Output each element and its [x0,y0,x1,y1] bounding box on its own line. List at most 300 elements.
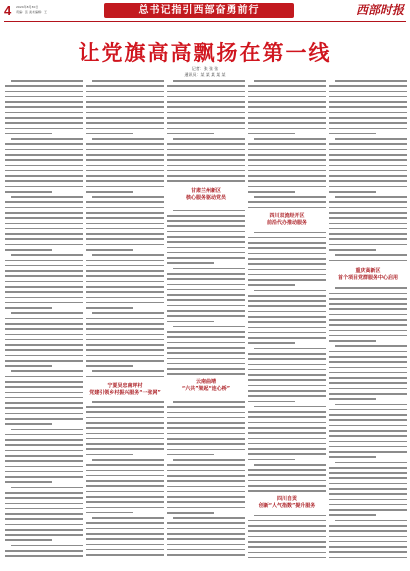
body-text-line [329,367,407,369]
body-text-line [92,401,164,403]
subhead-region: 四川双流经开区 [269,213,305,219]
subhead-zigong [248,496,326,509]
body-text-line [173,138,245,140]
body-text-line [5,365,52,367]
body-text-line [248,390,326,392]
body-text-line [86,344,164,346]
body-text-line [248,459,295,461]
body-text-line [248,106,326,108]
body-text-line [248,448,326,450]
body-text-line [167,352,245,354]
body-text-line [86,365,133,367]
body-text-line [329,541,407,543]
body-text-line [11,487,83,489]
body-text-line [329,170,407,172]
body-text-line [329,233,407,235]
subhead-region: 四川自贡 [276,496,297,502]
body-text-line [5,244,83,246]
body-text-line [248,128,326,130]
body-text-line [248,337,326,339]
body-text-line [86,91,164,93]
body-text-line [248,269,326,271]
body-text-line [167,528,245,530]
body-text-line [86,207,164,209]
page-header [0,0,410,24]
body-text-line [167,438,245,440]
article-column-3 [167,80,245,566]
body-text-block [329,80,407,558]
body-text-line [248,438,326,440]
body-text-line [248,379,326,381]
body-text-line [248,284,295,286]
body-text-line [167,106,245,108]
subhead-title: 核心服务驱动党员 [185,194,226,201]
body-text-line [329,456,376,458]
body-text-line [329,514,376,516]
body-text-line [248,154,326,156]
body-text-line [11,80,83,82]
body-text-line [248,159,326,161]
body-text-line [86,544,164,546]
body-text-line [248,101,326,103]
subhead-region: 云南曲靖 [195,379,216,385]
body-text-line [167,417,245,419]
body-text-line [167,236,245,238]
body-text-line [86,275,164,277]
body-text-line [92,517,164,519]
body-text-line [329,249,376,251]
body-text-line [248,85,326,87]
body-text-line [329,223,407,225]
body-text-line [5,233,83,235]
body-text-line [248,258,326,260]
body-text-line [173,459,245,461]
body-text-line [5,439,83,441]
body-text-line [167,310,245,312]
body-text-line [86,212,164,214]
body-text-line [329,351,407,353]
body-text-line [86,143,164,145]
body-text-line [86,496,164,498]
body-text-line [329,101,407,103]
body-text-line [92,80,164,82]
body-text-line [248,469,326,471]
body-text-line [86,480,164,482]
body-text-line [167,294,245,296]
body-text-line [167,231,245,233]
body-text-line [86,217,164,219]
body-text-line [5,106,83,108]
body-text-line [329,388,407,390]
body-text-line [248,149,326,151]
subhead-shuangliu [248,213,326,226]
body-text-line [329,244,407,246]
body-text-line [86,270,164,272]
body-text-line [167,412,245,414]
body-text-line [86,244,164,246]
body-text-line [86,443,164,445]
body-text-line [167,225,245,227]
body-text-line [92,370,164,372]
body-text-line [167,96,245,98]
body-text-line [86,360,164,362]
body-text-line [5,392,83,394]
body-text-line [329,493,407,495]
body-text-line [86,349,164,351]
body-text-line [329,154,407,156]
body-text-line [329,536,407,538]
body-text-line [86,411,164,413]
body-text-line [86,355,164,357]
body-text-line [248,327,326,329]
body-text-line [329,551,407,553]
body-text-line [248,385,326,387]
body-text-line [329,419,407,421]
body-text-line [167,170,245,172]
body-text-line [86,491,164,493]
body-text-line [329,175,407,177]
body-text-line [248,353,326,355]
body-text-line [5,476,83,478]
body-text-line [329,372,407,374]
body-text-line [248,525,326,527]
body-text-line [335,520,407,522]
body-text-line [5,508,83,510]
body-text-line [5,307,52,309]
body-text-line [5,91,83,93]
body-text-line [329,260,407,262]
body-text-line [5,386,83,388]
body-text-line [86,485,164,487]
body-text-line [11,138,83,140]
body-text-line [86,406,164,408]
body-text-line [329,159,407,161]
body-text-line [167,347,245,349]
body-text-line [86,323,164,325]
body-text-line [329,356,407,358]
body-text-line [248,453,326,455]
body-text-line [5,402,83,404]
body-text-line [329,308,407,310]
body-text-line [167,143,245,145]
body-text-line [329,340,376,342]
body-text-line [329,451,407,453]
body-text-line [248,96,326,98]
body-text-line [86,464,164,466]
body-text-line [167,159,245,161]
body-text-line [5,217,83,219]
body-text-line [86,528,164,530]
body-text-line [86,433,164,435]
body-text-line [329,293,407,295]
body-text-line [167,175,245,177]
body-text-line [167,101,245,103]
body-text-line [167,112,245,114]
body-text-line [92,312,164,314]
body-text-line [86,159,164,161]
body-text-line [167,470,245,472]
body-text-line [86,470,164,472]
body-text-line [86,427,164,429]
body-text-line [11,196,83,198]
body-text-line [329,467,407,469]
body-text-line [335,196,407,198]
body-text-line [173,210,245,212]
body-text-line [5,175,83,177]
body-text-line [5,413,83,415]
body-text-line [329,122,407,124]
body-text-line [167,422,245,424]
body-text-line [86,175,164,177]
body-text-line [254,290,326,292]
body-text-line [248,520,326,522]
body-text-line [329,191,376,193]
body-text-line [248,247,326,249]
body-text-line [329,117,407,119]
body-text-line [86,191,133,193]
body-text-line [167,480,245,482]
body-text-line [5,212,83,214]
body-text-line [329,499,407,501]
body-text-line [167,165,245,167]
body-text-line [86,307,133,309]
body-text-line [167,475,245,477]
body-text-line [5,122,83,124]
body-text-line [173,268,245,270]
body-text-line [86,85,164,87]
body-text-line [329,546,407,548]
subhead-wuzhong [86,383,164,396]
body-text-line [248,443,326,445]
body-text-line [5,534,83,536]
body-text-line [86,328,164,330]
body-text-line [248,490,326,492]
body-text-line [335,254,407,256]
body-text-line [167,368,245,370]
body-text-line [248,546,326,548]
body-text-line [11,254,83,256]
body-text-line [248,557,326,559]
body-text-line [86,422,164,424]
body-text-line [5,291,83,293]
body-text-line [5,85,83,87]
article-column-4 [248,80,326,566]
body-text-line [173,80,245,82]
body-text-line [5,355,83,357]
body-text-line [329,377,407,379]
body-text-line [335,138,407,140]
subhead-title: 首个项目党群服务中心启用 [337,274,398,281]
body-text-line [248,175,326,177]
subhead-chongqing [329,268,407,281]
body-text-line [167,215,245,217]
body-text-line [5,328,83,330]
body-text-line [86,112,164,114]
body-text-line [5,349,83,351]
body-text-line [335,287,407,289]
body-text-line [167,522,245,524]
body-text-line [248,133,295,135]
body-text-line [329,430,407,432]
body-text-line [5,265,83,267]
body-text-line [167,220,245,222]
body-text-line [167,128,245,130]
subhead-title: “六共”架起“连心桥” [181,385,231,392]
body-text-line [11,545,83,547]
body-text-line [86,318,164,320]
body-text-line [5,460,83,462]
body-text-line [5,180,83,182]
body-text-line [86,448,164,450]
body-text-line [248,316,326,318]
body-text-line [248,369,326,371]
body-text-line [248,186,326,188]
body-text-line [5,170,83,172]
body-text-line [167,336,245,338]
body-text-line [5,423,52,425]
headline: 让党旗高高飘扬在第一线 [78,41,332,65]
body-text-line [167,486,245,488]
body-text-line [173,517,245,519]
body-text-line [248,332,326,334]
body-text-line [5,281,83,283]
body-text-line [248,416,326,418]
body-text-line [254,348,326,350]
body-text-line [5,223,83,225]
body-text-line [329,530,407,532]
body-text-line [86,223,164,225]
body-text-line [92,196,164,198]
body-text-line [167,358,245,360]
body-text-line [5,339,83,341]
body-text-line [5,471,83,473]
body-text-line [329,441,407,443]
body-text-line [5,149,83,151]
body-text-line [5,275,83,277]
body-text-line [329,165,407,167]
body-text-line [329,319,407,321]
body-text-line [329,488,407,490]
body-text-line [167,443,245,445]
subhead-region: 甘肃兰州新区 [190,188,221,194]
body-text-line [329,212,407,214]
article-column-2 [86,80,164,566]
body-text-line [329,96,407,98]
body-text-line [5,117,83,119]
body-text-line [5,360,83,362]
body-text-line [167,449,245,451]
body-text-block [5,80,83,557]
body-text-line [329,91,407,93]
body-text-line [248,263,326,265]
body-text-line [167,149,245,151]
body-text-line [329,207,407,209]
body-text-line [86,533,164,535]
body-text-line [5,407,83,409]
body-text-line [86,170,164,172]
body-text-line [86,501,164,503]
body-text-line [248,480,326,482]
body-text-line [167,454,214,456]
body-text-line [167,85,245,87]
body-text-line [5,286,83,288]
body-text-line [329,330,407,332]
body-text-line [86,286,164,288]
body-text-line [335,462,407,464]
body-text-line [167,496,245,498]
body-text-line [248,242,326,244]
body-text-line [5,128,83,130]
body-text-line [5,159,83,161]
body-text-line [167,433,245,435]
body-text-line [329,425,407,427]
body-text-line [329,228,407,230]
body-text-line [11,429,83,431]
date-line: 2024年8月30日 [16,5,39,9]
body-text-line [5,302,83,304]
body-text-block [86,80,164,556]
body-text-line [167,305,245,307]
body-text-line [167,117,245,119]
body-text-line [167,331,245,333]
body-text-line [248,91,326,93]
header-rule [4,21,406,22]
body-text-line [5,455,83,457]
body-text-line [5,497,83,499]
body-text-line [167,247,245,249]
body-text-line [5,524,83,526]
body-text-line [248,201,326,203]
body-text-line [5,143,83,145]
body-text-line [5,323,83,325]
body-text-line [167,373,245,375]
body-text-line [248,358,326,360]
body-text-line [167,289,245,291]
body-text-line [167,278,245,280]
body-text-line [167,154,245,156]
body-text-line [5,297,83,299]
body-text-line [167,538,245,540]
body-text-line [167,315,245,317]
body-text-line [329,143,407,145]
body-text-line [335,345,407,347]
body-text-line [329,557,407,559]
section-banner [104,3,294,18]
body-text-line [329,324,407,326]
body-text-line [11,370,83,372]
body-text-line [329,106,407,108]
body-text-line [86,334,164,336]
body-text-line [335,80,407,82]
body-text-line [5,529,83,531]
body-text-line [167,342,245,344]
body-text-line [329,472,407,474]
body-text-line [86,133,133,135]
body-text-line [5,238,83,240]
body-text-line [248,530,326,532]
body-text-block [167,80,245,556]
body-text-line [86,149,164,151]
body-text-line [254,196,326,198]
body-text-line [5,555,83,557]
body-text-line [86,128,164,130]
body-text-line [329,361,407,363]
body-text-line [329,303,407,305]
body-text-line [86,417,164,419]
body-text-line [167,501,245,503]
body-text-line [329,314,407,316]
body-text-line [86,180,164,182]
